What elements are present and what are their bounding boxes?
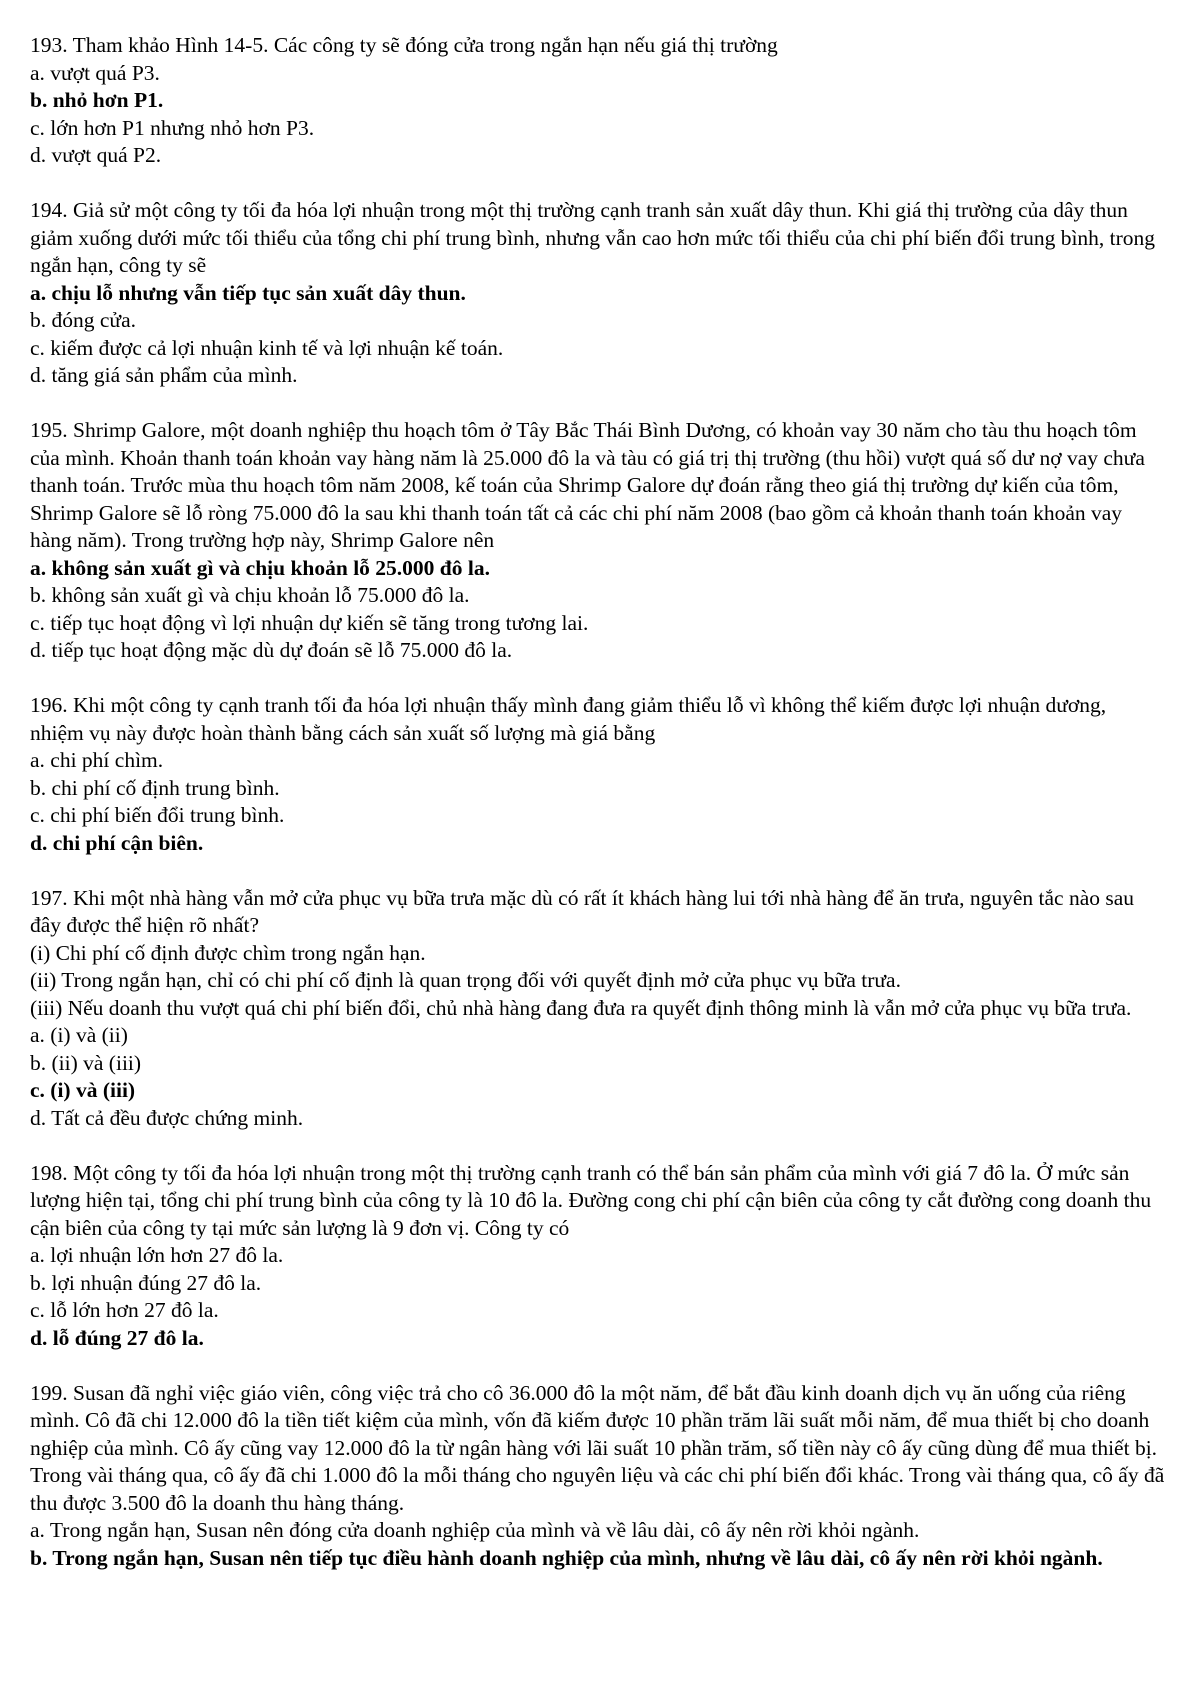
answer-option: b. chi phí cố định trung bình. xyxy=(30,775,280,800)
answer-option: d. tăng giá sản phẩm của mình. xyxy=(30,363,298,387)
answer-option-correct: a. không sản xuất gì và chịu khoản lỗ 25.000 đô la. xyxy=(30,555,490,580)
question-194 xyxy=(30,197,1165,390)
question-199 xyxy=(30,1380,1165,1573)
answer-option-correct: d. chi phí cận biên. xyxy=(30,830,204,855)
question-196 xyxy=(30,692,1165,857)
question-stem: 194. Giả sử một công ty tối đa hóa lợi nhuận trong một thị trường cạnh tranh sản xuất dây thun. Khi giá thị trường của dây thun giảm xuống dưới mức tối thiểu của tổng chi phí trung bình, nhưng vẫn cao hơn mức tối thiểu của chi phí biến đổi trung bình, trong ngắn hạn, công ty sẽ xyxy=(30,198,1156,277)
question-stem: 195. Shrimp Galore, một doanh nghiệp thu hoạch tôm ở Tây Bắc Thái Bình Dương, có khoản vay 30 năm cho tàu thu hoạch tôm của mình. Khoản thanh toán khoản vay hàng năm là 25.000 đô la và tàu có giá trị thị trường (thu hồi) vượt quá số dư nợ vay chưa thanh toán. Trước mùa thu hoạch tôm năm 2008, kế toán của Shrimp Galore dự đoán rằng theo giá thị trường dự kiến của tôm, Shrimp Galore sẽ lỗ ròng 75.000 đô la sau khi thanh toán tất cả các chi phí năm 2008 (bao gồm cả khoản thanh toán khoản vay hàng năm). Trong trường hợp này, Shrimp Galore nên xyxy=(30,418,1145,552)
answer-option: c. kiếm được cả lợi nhuận kinh tế và lợi nhuận kế toán. xyxy=(30,335,504,360)
answer-option-correct: a. chịu lỗ nhưng vẫn tiếp tục sản xuất dây thun. xyxy=(30,280,466,305)
answer-option: a. Trong ngắn hạn, Susan nên đóng cửa doanh nghiệp của mình và về lâu dài, cô ấy nên rời khỏi ngành. xyxy=(30,1518,920,1542)
question-193 xyxy=(30,32,1165,170)
answer-option: c. lớn hơn P1 nhưng nhỏ hơn P3. xyxy=(30,115,315,140)
answer-option: c. lỗ lớn hơn 27 đô la. xyxy=(30,1298,219,1322)
answer-option: d. vượt quá P2. xyxy=(30,143,162,167)
answer-option-correct: b. nhỏ hơn P1. xyxy=(30,88,164,112)
answer-option: c. chi phí biến đổi trung bình. xyxy=(30,803,285,827)
answer-option: a. chi phí chìm. xyxy=(30,748,164,772)
question-stem: 198. Một công ty tối đa hóa lợi nhuận trong một thị trường cạnh tranh có thể bán sản phẩm của mình với giá 7 đô la. Ở mức sản lượng hiện tại, tổng chi phí trung bình của công ty là 10 đô la. Đường cong chi phí cận biên của công ty cắt đường cong doanh thu cận biên của công ty tại mức sản lượng là 9 đơn vị. Công ty có xyxy=(30,1160,1152,1240)
answer-option: b. lợi nhuận đúng 27 đô la. xyxy=(30,1270,262,1295)
question-195 xyxy=(30,417,1165,665)
statement: (iii) Nếu doanh thu vượt quá chi phí biến đổi, chủ nhà hàng đang đưa ra quyết định thông minh là vẫn mở cửa phục vụ bữa trưa. xyxy=(30,995,1132,1020)
answer-option-correct: c. (i) và (iii) xyxy=(30,1078,136,1102)
answer-option: b. (ii) và (iii) xyxy=(30,1050,142,1075)
answer-option-correct: d. lỗ đúng 27 đô la. xyxy=(30,1325,204,1350)
document-page xyxy=(30,32,1165,1600)
question-stem: 199. Susan đã nghỉ việc giáo viên, công việc trả cho cô 36.000 đô la một năm, để bắt đầu kinh doanh dịch vụ ăn uống của riêng mình. Cô đã chi 12.000 đô la tiền tiết kiệm của mình, vốn đã kiếm được 10 phần trăm lãi suất mỗi năm, để mua thiết bị cho doanh nghiệp của mình. Cô ấy cũng vay 12.000 đô la từ ngân hàng với lãi suất 10 phần trăm, số tiền này cô ấy cũng dùng để mua thiết bị. Trong vài tháng qua, cô ấy đã chi 1.000 đô la mỗi tháng cho nguyên liệu và các chi phí biến đổi khác. Trong vài tháng qua, cô ấy đã thu được 3.500 đô la doanh thu hàng tháng. xyxy=(30,1380,1165,1515)
answer-option: b. đóng cửa. xyxy=(30,308,136,332)
answer-option: c. tiếp tục hoạt động vì lợi nhuận dự kiến sẽ tăng trong tương lai. xyxy=(30,610,589,635)
answer-option: a. lợi nhuận lớn hơn 27 đô la. xyxy=(30,1243,284,1267)
answer-option: a. (i) và (ii) xyxy=(30,1023,128,1047)
answer-option: d. Tất cả đều được chứng minh. xyxy=(30,1105,304,1130)
question-197 xyxy=(30,885,1165,1133)
statement: (ii) Trong ngắn hạn, chỉ có chi phí cố định là quan trọng đối với quyết định mở cửa phục vụ bữa trưa. xyxy=(30,968,901,992)
question-stem: 196. Khi một công ty cạnh tranh tối đa hóa lợi nhuận thấy mình đang giảm thiểu lỗ vì không thể kiếm được lợi nhuận dương, nhiệm vụ này được hoàn thành bằng cách sản xuất số lượng mà giá bằng xyxy=(30,693,1107,745)
answer-option: b. không sản xuất gì và chịu khoản lỗ 75.000 đô la. xyxy=(30,583,470,607)
question-stem: 197. Khi một nhà hàng vẫn mở cửa phục vụ bữa trưa mặc dù có rất ít khách hàng lui tới nhà hàng để ăn trưa, nguyên tắc nào sau đây được thể hiện rõ nhất? xyxy=(30,885,1135,937)
answer-option: d. tiếp tục hoạt động mặc dù dự đoán sẽ lỗ 75.000 đô la. xyxy=(30,638,513,662)
answer-option-correct: b. Trong ngắn hạn, Susan nên tiếp tục điều hành doanh nghiệp của mình, nhưng về lâu dài, cô ấy nên rời khỏi ngành. xyxy=(30,1545,1103,1570)
question-198 xyxy=(30,1160,1165,1353)
statement: (i) Chi phí cố định được chìm trong ngắn hạn. xyxy=(30,940,426,965)
question-stem: 193. Tham khảo Hình 14-5. Các công ty sẽ đóng cửa trong ngắn hạn nếu giá thị trường xyxy=(30,33,778,57)
answer-option: a. vượt quá P3. xyxy=(30,60,160,85)
